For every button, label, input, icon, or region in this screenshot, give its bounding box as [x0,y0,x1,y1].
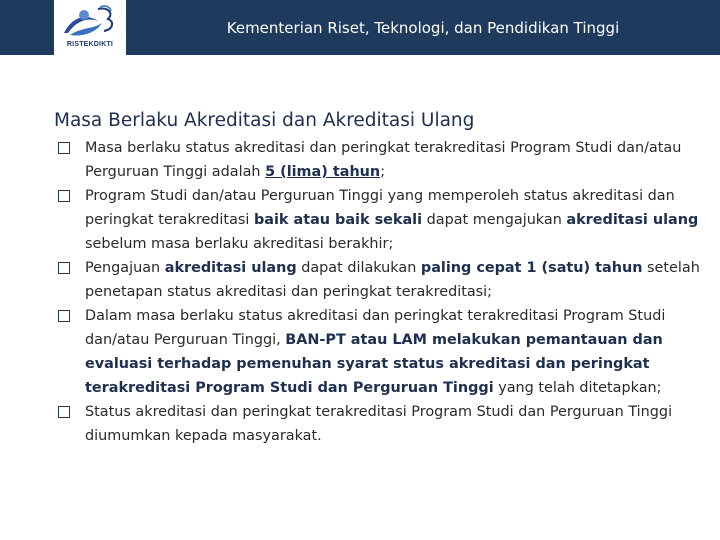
ministry-title: Kementerian Riset, Teknologi, dan Pendidikan Tinggi [226,19,620,37]
bullet-text: Masa berlaku status akreditasi dan peringkat terakreditasi Program Studi dan/atau Perguruan Tinggi adalah [85,140,682,180]
list-item [54,400,714,448]
header-bar [0,0,720,55]
list-item [54,256,714,304]
logo-emblem-icon [58,3,122,41]
bullet-text: Status akreditasi dan peringkat terakreditasi Program Studi dan Perguruan Tinggi diumumkan kepada masyarakat. [85,404,673,444]
bullet-text-emphasis: BAN-PT atau LAM melakukan pemantauan dan evaluasi terhadap pemenuhan syarat status akreditasi dan peringkat terakreditasi Program Studi dan Perguruan Tinggi [85,332,663,396]
checkbox-bullet-icon [58,310,70,322]
bullet-list [54,136,714,448]
page-title: Masa Berlaku Akreditasi dan Akreditasi Ulang [54,110,475,131]
bullet-text: dapat dilakukan [296,260,421,276]
checkbox-bullet-icon [58,406,70,418]
bullet-text: sebelum masa berlaku akreditasi berakhir; [85,236,394,252]
logo-text: RISTEKDIKTI [66,41,114,48]
list-item [54,184,714,256]
bullet-text: setelah penetapan status akreditasi dan peringkat terakreditasi; [85,260,700,300]
bullet-text: Dalam masa berlaku status akreditasi dan peringkat terakreditasi Program Studi dan/atau Perguruan Tinggi, [85,308,666,348]
bullet-text-emphasis: baik atau baik sekali [253,212,423,228]
bullet-text-emphasis: 5 (lima) tahun [265,164,381,180]
checkbox-bullet-icon [58,190,70,202]
bullet-text-emphasis: paling cepat 1 (satu) tahun [420,260,643,276]
ristekdikti-logo [54,0,126,55]
list-item [54,304,714,400]
bullet-text: yang telah ditetapkan; [493,380,662,396]
bullet-text: Program Studi dan/atau Perguruan Tinggi yang memperoleh status akreditasi dan peringkat terakreditasi [85,188,675,228]
list-item [54,136,714,184]
bullet-text: ; [380,164,386,180]
bullet-text: dapat mengajukan [422,212,567,228]
bullet-text-emphasis: akreditasi ulang [164,260,297,276]
checkbox-bullet-icon [58,142,70,154]
bullet-text-emphasis: akreditasi ulang [566,212,699,228]
bullet-text: Pengajuan [85,260,165,276]
checkbox-bullet-icon [58,262,70,274]
